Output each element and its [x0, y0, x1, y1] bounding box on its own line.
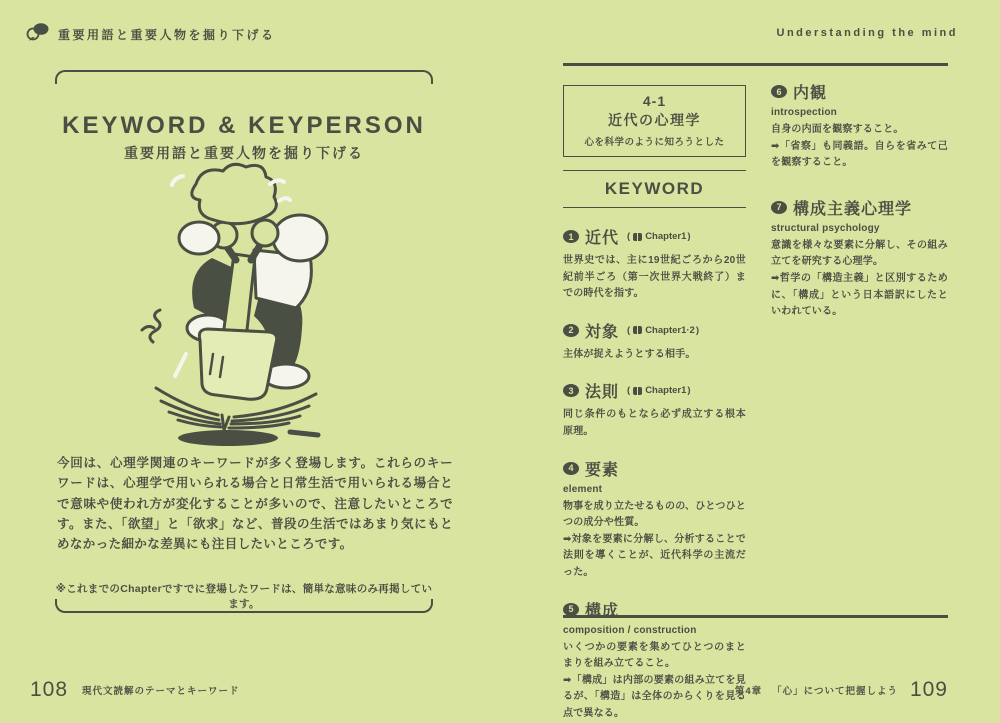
keyword-term: 内観	[793, 85, 828, 102]
keyword-item-5	[563, 598, 746, 723]
book-icon	[633, 387, 642, 395]
item-number-badge: 4	[563, 462, 579, 475]
keyword-term: 対象	[585, 323, 620, 341]
right-page-column-1	[563, 66, 746, 723]
left-page-bottom-bracket	[55, 599, 433, 613]
section-number: 4-1	[642, 93, 667, 109]
keyword-term: 近代	[585, 230, 620, 247]
book-icon	[633, 233, 642, 241]
keyword-definition: 意識を様々な要素に分解し、その組み立てを研究する心理学。	[771, 239, 948, 268]
keyword-section-header: KEYWORD	[563, 170, 746, 208]
page-number-left: 108	[30, 678, 69, 701]
left-page-subtitle: 重要用語と重要人物を掘り下げる	[124, 145, 364, 161]
keyword-note: ➡対象を要素に分解し、分析することで法則を導くことが、近代科学の主流だった。	[563, 533, 746, 578]
chapter-ref: ( Chapter1·2 )	[627, 324, 699, 336]
header-right-label: Understanding the mind	[776, 27, 958, 39]
keyword-definition: 世界史では、主に19世紀ごろから20世紀前半ごろ（第一次世界大戦終了）までの時代を指す。	[563, 255, 746, 300]
keyword-item-2	[563, 319, 746, 364]
right-page-column-2	[771, 66, 948, 723]
keyword-term: 構成主義心理学	[793, 200, 913, 218]
keyword-english: composition / construction	[563, 624, 697, 636]
keyword-english: element	[563, 483, 603, 495]
footer-left	[30, 678, 240, 702]
keyword-item-1	[563, 225, 746, 303]
keyword-definition: 主体が捉えようとする相手。	[563, 348, 696, 360]
page-header-left	[26, 22, 276, 47]
keyword-note: ➡「省察」も同義語。自らを省みて己を観察すること。	[771, 140, 948, 169]
keyword-item-4	[563, 457, 746, 582]
speech-bubbles-icon	[26, 22, 50, 47]
keyword-item-6	[771, 80, 948, 172]
footer-right-label: 「心」について把握しよう	[772, 686, 898, 697]
left-page-paragraph: 今回は、心理学関連のキーワードが多く登場します。これらのキーワードは、心理学で用いられる場合と日常生活で用いられる場合とで意味や使われ方が変化することが多いので、注意したいところです。また、「欲望」と「欲求」など、普段の生活ではあまり気にもとめなかった細かな差異にも注目したいところです。	[57, 456, 453, 551]
book-icon	[633, 326, 642, 334]
keyword-definition: 自身の内面を観察すること。	[771, 124, 904, 135]
item-number-badge: 7	[771, 201, 787, 214]
footer-right	[735, 678, 948, 702]
section-subtitle: 心を科学のように知ろうとした	[584, 137, 725, 148]
keyword-definition: 物事を成り立たせるものの、ひとつひとつの成分や性質。	[563, 500, 746, 529]
header-left-label: 重要用語と重要人物を掘り下げる	[58, 28, 276, 42]
keyword-term: 要素	[585, 461, 620, 479]
left-page-title: KEYWORD & KEYPERSON	[62, 112, 426, 139]
footer-left-label: 現代文読解のテーマとキーワード	[82, 686, 240, 697]
keyword-item-3	[563, 379, 746, 440]
keyword-definition: 同じ条件のもとなら必ず成立する根本原理。	[563, 409, 746, 437]
item-number-badge: 5	[563, 603, 579, 616]
chapter-ref: ( Chapter1 )	[627, 231, 691, 242]
keyword-definition: いくつかの要素を集めてひとつのまとまりを組み立てること。	[563, 641, 746, 670]
digging-into-book-illustration	[128, 158, 368, 455]
section-title: 近代の心理学	[608, 112, 701, 128]
item-number-badge: 6	[771, 85, 787, 98]
keyword-english: structural psychology	[771, 222, 880, 234]
item-number-badge: 3	[563, 384, 579, 397]
page-number-right: 109	[909, 678, 948, 701]
keyword-note: ➡哲学の「構造主義」と区別するために、「構成」という日本語訳にしたといわれている。	[771, 272, 948, 318]
item-number-badge: 1	[563, 230, 579, 243]
keyword-term: 構成	[585, 602, 620, 620]
keyword-note: ➡「構成」は内部の要素の組み立てを見るが、「構造」は全体のからくりを見る点で異なる。	[563, 674, 746, 719]
keyword-english: introspection	[771, 107, 837, 118]
left-page-note: ※これまでのChapterですでに登場したワードは、簡単な意味のみ再掲しています。	[55, 583, 433, 610]
keyword-term: 法則	[585, 384, 620, 402]
left-page-top-bracket	[55, 70, 433, 84]
item-number-badge: 2	[563, 324, 579, 337]
keyword-item-7	[771, 196, 948, 321]
chapter-ref: ( Chapter1 )	[627, 385, 691, 397]
footer-chapter-label: 第4章	[734, 686, 763, 697]
section-header-box	[563, 85, 746, 157]
